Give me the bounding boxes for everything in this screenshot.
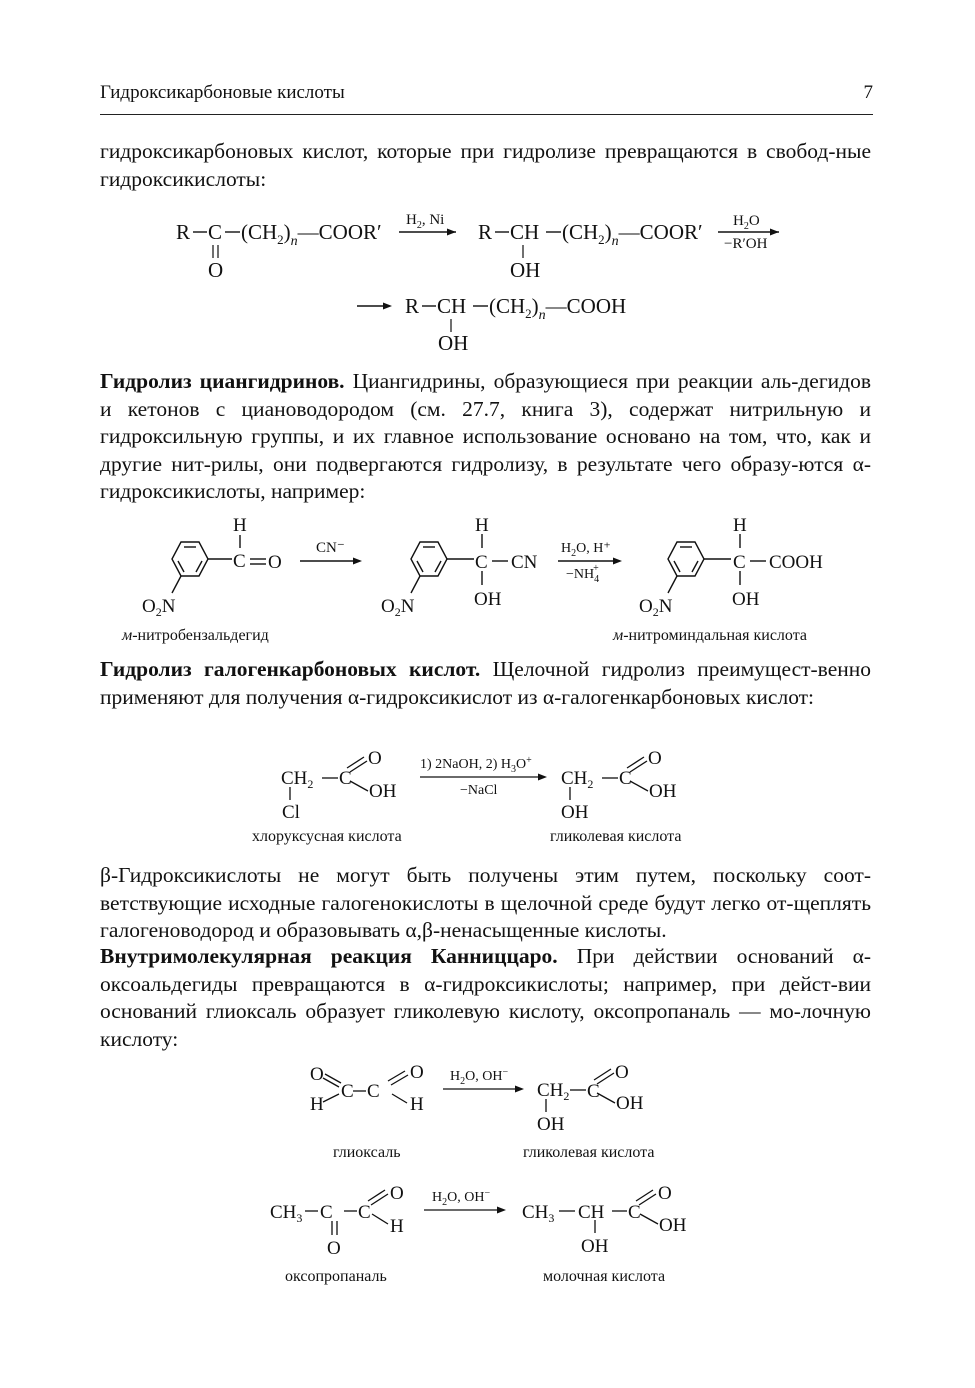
s1-ch2-b: (CH xyxy=(562,220,599,244)
s5-oh-ch: OH xyxy=(581,1236,609,1257)
s3-oh-c: OH xyxy=(561,802,589,823)
running-title: Гидроксикарбоновые кислоты xyxy=(100,82,345,103)
s5-arrow-sub: 2 xyxy=(442,1197,448,1208)
s5-c-prod: C xyxy=(628,1202,641,1223)
s2-arrow2-bottom-sub: 4 xyxy=(594,574,600,585)
heading-haloacids: Гидролиз галогенкарбоновых кислот. xyxy=(100,657,481,681)
s1-arrow2-o: O xyxy=(748,213,760,229)
s4-arrow-sub: 2 xyxy=(460,1076,466,1087)
s5-sub3-a: 3 xyxy=(296,1211,303,1225)
s1-arrow1-sub: 2 xyxy=(416,220,422,231)
s2-arrow1-label: CN⁻ xyxy=(316,540,345,556)
s3-sub2-b: 2 xyxy=(587,777,594,791)
s1-r3: R xyxy=(405,294,420,318)
s5-label-right: молочная кислота xyxy=(543,1268,666,1285)
s3-arrow-top: 1) 2NaOH, 2) H xyxy=(420,757,511,772)
s3-arrow-top-sub: 3 xyxy=(510,764,516,775)
s2-arrow2-rest: O, H⁺ xyxy=(576,541,611,556)
s4-o-right: O xyxy=(410,1062,424,1083)
s2-h1: H xyxy=(233,515,247,536)
svg-text:O2N xyxy=(142,596,176,619)
paragraph-haloacids-text: Щелочной гидролиз преимущест-венно применяют для получения α-гидроксикислот из α-галогенкарбоновых кислот: xyxy=(100,657,871,709)
s2-label-left-italic: м xyxy=(122,627,133,644)
s1-oh: OH xyxy=(510,258,541,282)
s3-c-a: C xyxy=(339,768,352,789)
running-header xyxy=(100,82,873,115)
s5-oh-prod: OH xyxy=(659,1215,687,1236)
s2-h2: H xyxy=(475,515,489,536)
s4-ch2: CH xyxy=(537,1080,564,1101)
s1-c: C xyxy=(208,220,223,244)
s2-c3: C xyxy=(733,552,746,573)
s3-o-b: O xyxy=(648,748,662,769)
s2-cooh: COOH xyxy=(769,552,823,573)
s2-no2-o-b: O xyxy=(381,596,395,617)
s4-arrow-rest: O, OH xyxy=(465,1069,503,1084)
s4-arrow-h: H xyxy=(450,1069,461,1084)
s1-coor-b: —COOR′ xyxy=(618,220,703,244)
s2-c2: C xyxy=(475,552,488,573)
paragraph-cyanohydrins xyxy=(100,368,871,506)
s1-arrow2-sub: 2 xyxy=(743,221,749,232)
s2-arrow2-sub: 2 xyxy=(571,548,577,559)
s5-h-ald: H xyxy=(390,1216,404,1237)
s2-no2-sub-b: 2 xyxy=(394,605,401,619)
paragraph-beta-hydroxy xyxy=(100,862,871,945)
svg-text:CH3 xyxy=(270,1202,302,1225)
s4-oh-ch2: OH xyxy=(537,1114,565,1135)
heading-cyanohydrins: Гидролиз циангидринов. xyxy=(100,369,345,393)
paragraph-intro xyxy=(100,138,871,193)
s1-r2: R xyxy=(478,220,493,244)
s5-ch3-b: CH xyxy=(522,1202,549,1223)
s3-arrow-top-sup: + xyxy=(526,755,532,766)
benzene-ring-3 xyxy=(668,542,704,576)
s5-o-prod: O xyxy=(658,1183,672,1204)
s2-label-right-italic: м xyxy=(613,627,624,644)
s4-c-left: C xyxy=(341,1081,354,1102)
s4-label-right: гликолевая кислота xyxy=(523,1144,655,1161)
paragraph-beta-hydroxy-text: β-Гидроксикислоты не могут быть получены этим путем, поскольку соот-ветствующие исходные галогенокислоты в щелочной среде будут легко от-щеплять галогеноводород и образовывать α,β-ненасыщенные кислоты. xyxy=(100,863,871,942)
s1-ch2-c: (CH xyxy=(489,294,526,318)
s1-cooh: —COOH xyxy=(545,294,627,318)
s1-arrow1-rest: , Ni xyxy=(421,212,445,228)
paragraph-intro-text: гидроксикарбоновых кислот, которые при гидролизе превращаются в свобод-ные гидроксикислоты: xyxy=(100,139,871,191)
s2-no2-n-a: N xyxy=(161,596,176,617)
s1-close-c: ) xyxy=(531,294,539,318)
s1-n-a: n xyxy=(290,234,298,249)
s1-n-b: n xyxy=(611,234,619,249)
s2-no2-sub-c: 2 xyxy=(652,605,659,619)
svg-text:(CH2)n—COOH xyxy=(489,294,626,323)
s2-oh2: OH xyxy=(474,589,502,610)
s3-ch2-b: CH xyxy=(561,768,588,789)
s1-sub2-b: 2 xyxy=(598,232,605,247)
s4-label-left: глиоксаль xyxy=(333,1144,401,1161)
paragraph-cyanohydrins-text: Циангидрины, образующиеся при реакции аль-дегидов и кетонов с циановодородом (см. 27.7, книга 3), содержат нитрильную и гидроксильную группы, и их главное использование основано на том, что, как и другие нит-рилы, они подвергаются гидролизу, в результате чего образу-ются α-гидроксикислоты, например: xyxy=(100,369,871,503)
s5-ch: CH xyxy=(578,1202,605,1223)
s3-label-left: хлоруксусная кислота xyxy=(252,828,402,845)
s2-no2-sub-a: 2 xyxy=(155,605,162,619)
s2-oh3: OH xyxy=(732,589,760,610)
s5-label-left: оксопропаналь xyxy=(285,1268,387,1285)
s5-sub3-b: 3 xyxy=(548,1211,555,1225)
svg-text:O2N xyxy=(381,596,415,619)
s1-o: O xyxy=(208,258,224,282)
svg-text:H2O, OH− xyxy=(450,1067,508,1087)
page-number: 7 xyxy=(863,82,873,103)
s2-cn: CN xyxy=(511,552,538,573)
s1-close-b: ) xyxy=(604,220,612,244)
svg-text:O2N xyxy=(639,596,673,619)
s1-sub2-c: 2 xyxy=(525,306,532,321)
svg-text:CH3 xyxy=(522,1202,554,1225)
s1-ch-b: CH xyxy=(437,294,467,318)
s3-oh-a: OH xyxy=(369,781,397,802)
s3-sub2-a: 2 xyxy=(307,777,314,791)
heading-cannizzaro: Внутримолекулярная реакция Канниццаро. xyxy=(100,944,558,968)
svg-text:м-нитроминдальная кислота xyxy=(612,627,807,644)
s5-arrow-h: H xyxy=(432,1190,443,1205)
s4-sub2: 2 xyxy=(563,1089,570,1103)
s5-c-keto: C xyxy=(320,1202,333,1223)
s2-no2-o-a: O xyxy=(142,596,156,617)
s3-c-b: C xyxy=(619,768,632,789)
s3-arrow-top-o: O xyxy=(515,757,527,772)
s1-sub2-a: 2 xyxy=(277,232,284,247)
s5-o-ald: O xyxy=(390,1183,404,1204)
s1-r: R xyxy=(176,220,191,244)
s2-label-left-rest: -нитробензальдегид xyxy=(132,627,269,644)
s3-cl: Cl xyxy=(282,802,300,823)
s1-coor-a: —COOR′ xyxy=(297,220,382,244)
s4-o-prod: O xyxy=(615,1062,629,1083)
s1-ch: CH xyxy=(510,220,540,244)
s3-label-right: гликолевая кислота xyxy=(550,828,682,845)
s5-c-ald: C xyxy=(358,1202,371,1223)
s2-o1: O xyxy=(268,552,282,573)
s1-n-c: n xyxy=(538,308,546,323)
s5-o-keto: O xyxy=(327,1238,341,1259)
s5-arrow-sup: − xyxy=(484,1188,491,1199)
s4-oh-prod: OH xyxy=(616,1093,644,1114)
s4-h-left: H xyxy=(310,1094,324,1115)
svg-text:1) 2NaOH, 2) H3O+ xyxy=(420,755,532,775)
svg-text:H2O xyxy=(733,213,760,232)
s4-o-left: O xyxy=(310,1064,324,1085)
paragraph-cannizzaro-text: При действии оснований α-оксоальдегиды превращаются в α-гидроксикислоты; например, при дейст-вии оснований глиоксаль образует гликолевую кислоту, оксопропаналь — мо-лочную кислоту: xyxy=(100,944,872,1051)
svg-text:(CH2)n—COOR′ xyxy=(241,220,382,249)
s2-arrow2-bottom-sup: + xyxy=(593,563,599,574)
svg-text:CH2 xyxy=(561,768,593,791)
paragraph-haloacids xyxy=(100,656,871,711)
s2-label-right-rest: -нитроминдальная кислота xyxy=(623,627,807,644)
svg-text:H2O, OH− xyxy=(432,1188,490,1208)
s1-arrow1-h: H xyxy=(406,212,417,228)
s5-arrow-rest: O, OH xyxy=(447,1190,485,1205)
s2-no2-n-c: N xyxy=(658,596,673,617)
svg-text:CH2 xyxy=(281,768,313,791)
s2-arrow2-h: H xyxy=(561,541,572,556)
s4-c-prod: C xyxy=(587,1081,600,1102)
svg-text:м-нитробензальдегид xyxy=(121,627,269,644)
s2-arrow2-bottom: −NH xyxy=(566,567,595,582)
s3-oh-b: OH xyxy=(649,781,677,802)
s4-c-right: C xyxy=(367,1081,380,1102)
s1-oh-b: OH xyxy=(438,331,469,355)
svg-text:−NH4+ xyxy=(566,563,599,585)
s2-no2-o-c: O xyxy=(639,596,653,617)
s4-arrow-sup: − xyxy=(502,1067,509,1078)
s2-no2-n-b: N xyxy=(400,596,415,617)
s1-arrow2-h: H xyxy=(733,213,744,229)
svg-text:H2, Ni xyxy=(406,212,444,231)
s1-close-a: ) xyxy=(283,220,291,244)
s1-arrow2-bottom: −R′OH xyxy=(724,236,768,252)
s3-o-a: O xyxy=(368,748,382,769)
s1-ch2-a: (CH xyxy=(241,220,278,244)
s2-c1: C xyxy=(233,551,246,572)
svg-text:(CH2)n—COOR′ xyxy=(562,220,703,249)
svg-text:H2O, H⁺ xyxy=(561,541,611,559)
s3-arrow-bottom: −NaCl xyxy=(460,783,498,798)
paragraph-cannizzaro xyxy=(100,943,871,1053)
s4-h-right: H xyxy=(410,1094,424,1115)
benzene-ring-2 xyxy=(411,542,447,576)
s2-h3: H xyxy=(733,515,747,536)
s5-ch3-a: CH xyxy=(270,1202,297,1223)
s3-ch2-a: CH xyxy=(281,768,308,789)
svg-text:CH2 xyxy=(537,1080,569,1103)
benzene-ring-1 xyxy=(172,542,208,576)
